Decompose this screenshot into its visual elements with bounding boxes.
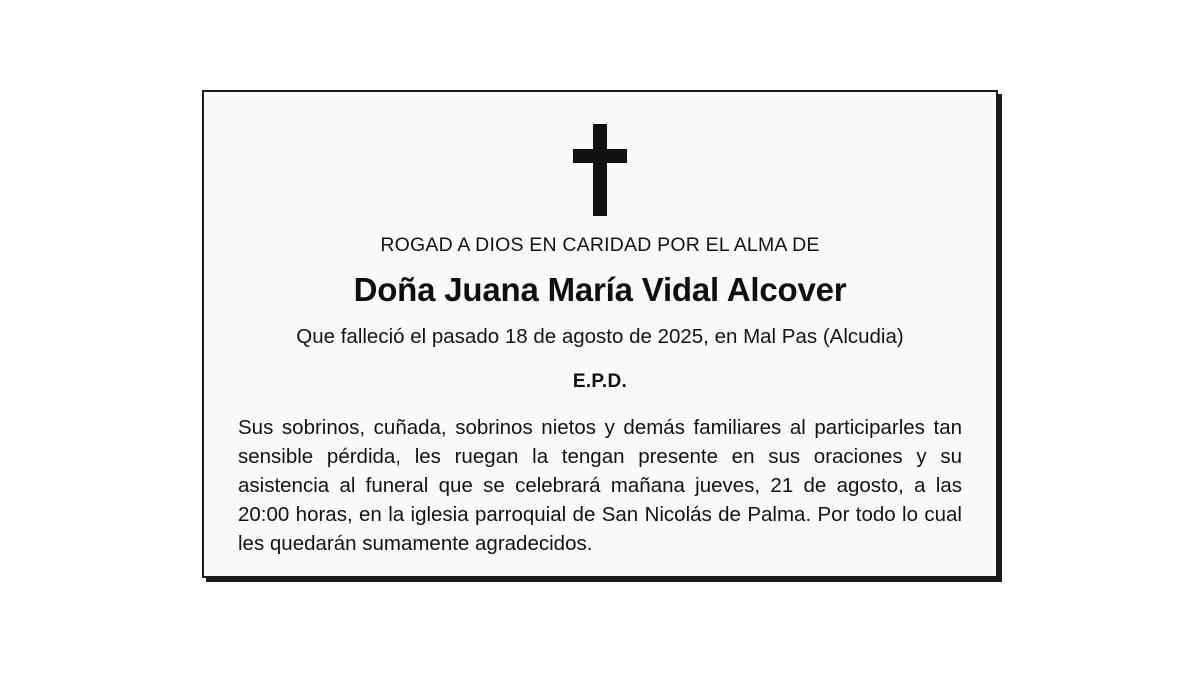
obituary-notice-content (204, 92, 996, 576)
page-margin-top (0, 0, 1200, 90)
obituary-notice-card (202, 90, 998, 578)
epd-abbreviation: E.P.D. (572, 371, 628, 392)
prayer-heading: ROGAD A DIOS EN CARIDAD POR EL ALMA DE (380, 234, 820, 256)
cross-icon (568, 124, 632, 216)
death-details: Que falleció el pasado 18 de agosto de 2025, en Mal Pas (Alcudia) (296, 325, 904, 348)
deceased-name: Doña Juana María Vidal Alcover (353, 271, 847, 308)
page-margin-bottom (0, 580, 1200, 675)
funeral-announcement-text: Sus sobrinos, cuñada, sobrinos nietos y demás familiares al participarles tan sensible pérdida, les ruegan la tengan presente en sus oraciones y su asistencia al funeral que se celebrará mañana jueves, 21 de agosto, a las 20:00 horas, en la iglesia parroquial de San Nicolás de Palma. Por todo lo cual les quedarán sumamente agradecidos. (238, 416, 962, 556)
